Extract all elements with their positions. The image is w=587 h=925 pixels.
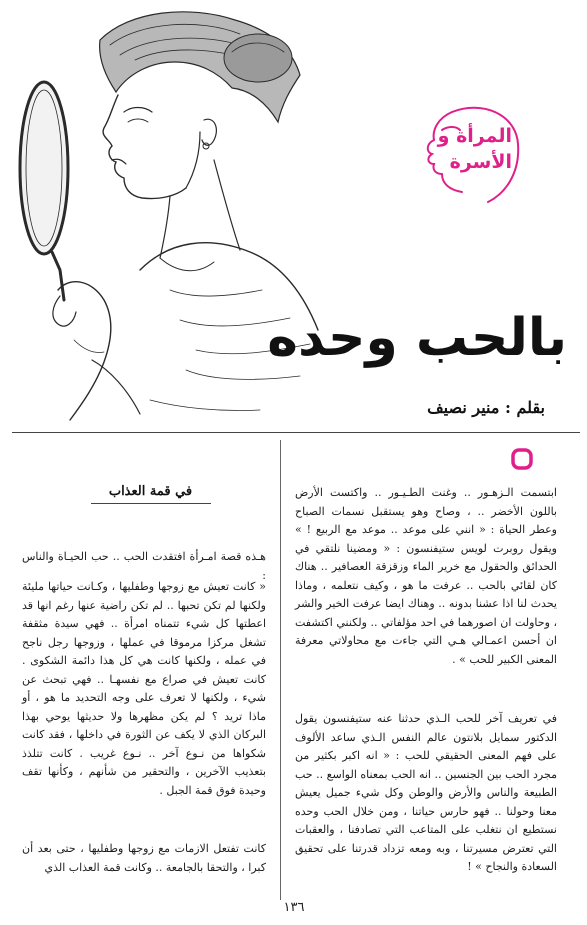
header-divider [12, 432, 580, 433]
article-title: بالحب وحده [267, 308, 567, 368]
intro-paragraph-2 [295, 710, 557, 877]
section-paragraph-3 [22, 840, 266, 877]
section-marker-icon [510, 447, 534, 471]
intro-paragraph-1 [295, 484, 557, 669]
section-paragraph-1-text: هـذه قصة امـرأة افتقدت الحب .. حب الحيـاة والناس : [22, 550, 266, 582]
section-logo-line1: المرأة و [437, 125, 512, 147]
intro-paragraph-2-text: في تعريف آخر للحب الـذي حدثنا عنه ستيفنسون يقول الدكتور سمايل بلانتون عالم النفس الـذي ساعد الألوف على فهم المعنى الحقيقي للحب : « انه اكبر بكثير من مجرد الحب بين الجنسين .. انه الحب بمعناه الواسع .. حب الطبيعة والناس والأرض والوطن وكل شيء جميل يعيش معنا وحولنا .. فهو حارس حياتنا ، ومن خلال الحب وحده نستطيع ان نتغلب على المتاعب التي تصادفنا ، والعقبات التي تعترض مسيرتنا ، وبه ومعه تزداد قدرتنا على تحقيق السعادة والنجاح » ! [295, 712, 557, 873]
article-byline: بقلم : منير نصيف [427, 398, 545, 417]
section-logo-line2: الأسرة [449, 151, 512, 173]
section-heading-underline [91, 503, 211, 504]
section-paragraph-3-text: كانت تفتعل الازمات مع زوجها وطفليها ، حتى بعد أن كبرا ، والتحقا بالجامعة .. وكانت قمة العذاب الذي [22, 842, 266, 874]
section-paragraph-2 [22, 578, 266, 800]
intro-paragraph-1-text: ابتسمت الـزهـور .. وغنت الطـيـور .. واكتست الأرض باللون الأخضر .. ، وصاح وهو يستقبل نسمات الصباح وعطر الحياة : « انني على موعد .. موعد مع الربيع ! » ويقول روبرت لويس ستيفنسون : « ومضينا نلتقي في الحدائق والحقول مع خرير الماء وزقزقة العصافير .. هناك كان لقائي بالحب .. عرفت ما هو ، وكيف نتعلمه ، وماذا يحدث لنا اذا عشنا بدونه .. وهناك ايضا عرفت الخير والشر ، وحاولت ان اصورهما في احد مؤلفاتي .. ولكنني اكتشفت ان أحسن اعمـالي هـي التي جاءت مع محاولاتي معرفة المعنى الكبير للحب » . [295, 486, 557, 666]
section-logo-text [422, 123, 512, 175]
section-heading-text: في قمة العذاب [108, 484, 193, 499]
page-number: ١٣٦ [283, 900, 305, 915]
section-heading [88, 484, 213, 504]
section-paragraph-2-text: « كانت تعيش مع زوجها وطفليها ، وكـانت حياتها مليئة ولكنها لم تكن تحبها .. لم تكن راضية عنها رغم انها قد اعطتها كل شيء تتمناه امرأة .. فهي سيدة مثقفة تشغل مركزا مرموقا في عملها ، وزوجها رجل ناجح في عمله ، ولكنها كانت هي كل هذا دائمة الشكوى . كانت تعيش في صراع مع نفسهـا .. فهي تبحث عن شيء ، ولكنها لا تعرف على وجه التحديد ما هو ، أو ماذا تريد ؟ لم يكن مظهرها ولا حديثها يوحي بهذا البركان الذي لا يكف عن الثورة في داخلها ، فقد كانت شكواها من نـوع آخر .. نـوع غريب . كانت تتلذذ بتعذيب الآخرين ، والتحقير من شأنهم ، وكأنها تقف وحيدة فوق قمة الجبل . [22, 580, 266, 797]
column-divider [280, 440, 281, 900]
